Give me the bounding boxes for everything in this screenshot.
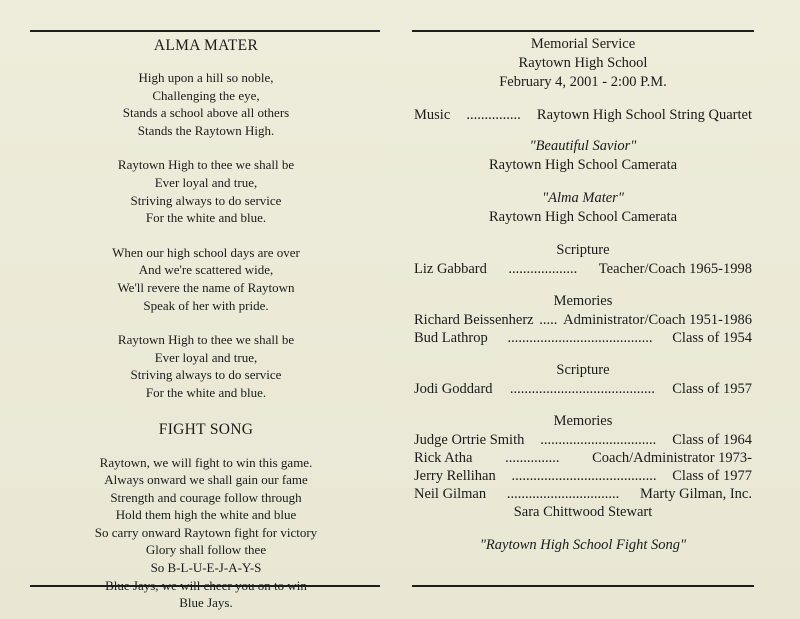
entry-name: Judge Ortrie Smith [414, 432, 525, 448]
fight-song-title: FIGHT SONG [158, 420, 254, 438]
verse-line: Blue Jays, we will cheer you on to win [105, 577, 307, 593]
entry-name: Liz Gabbard [414, 261, 487, 277]
song-performer: Raytown High School Camerata [488, 157, 678, 173]
verse-line: So B-L-U-E-J-A-Y-S [150, 560, 262, 576]
section-heading-memories: Memories [553, 413, 613, 429]
program-entry [414, 329, 752, 347]
entry-leader: ................................ [540, 432, 657, 448]
entry-leader: ..... [539, 312, 558, 328]
verse-line: Hold them high the white and blue [115, 507, 297, 523]
closing-song: "Raytown High School Fight Song" [479, 537, 687, 553]
entry-role: Administrator/Coach 1951-1986 [563, 312, 752, 328]
left-column [32, 36, 380, 612]
program-entry [414, 431, 752, 449]
verse-line: High upon a hill so noble, [138, 70, 274, 85]
stanza-3 [32, 244, 380, 314]
entry-role: Teacher/Coach 1965-1998 [598, 261, 752, 277]
program-entry [414, 467, 752, 485]
entry-role: Raytown High School String Quartet [536, 107, 752, 123]
verse-line: Blue Jays. [179, 595, 233, 611]
stanza-1 [32, 69, 380, 139]
section-heading-scripture: Scripture [556, 242, 610, 258]
entry-role: Class of 1964 [672, 432, 752, 448]
verse-line: Challenging the eye, [152, 87, 260, 103]
entry-name: Bud Lathrop [414, 330, 488, 346]
program-entry [414, 311, 752, 329]
entry-leader: ........................................ [507, 330, 653, 346]
stanza-4 [32, 331, 380, 401]
verse-line: Speak of her with pride. [143, 297, 269, 313]
entry-name: Richard Beissenherz [414, 312, 534, 328]
entry-leader: ............................... [506, 486, 620, 502]
program-entry-extra: Sara Chittwood Stewart [513, 504, 653, 520]
fight-song-lyrics [32, 454, 380, 612]
verse-line: Raytown, we will fight to win this game. [99, 454, 313, 470]
verse-line: Ever loyal and true, [154, 349, 258, 365]
verse-line: Stands the Raytown High. [137, 122, 275, 138]
verse-line: So carry onward Raytown fight for victory [94, 524, 318, 540]
verse-line: Striving always to do service [130, 367, 282, 383]
verse-line: Ever loyal and true, [154, 174, 258, 190]
program-entry [414, 485, 752, 503]
entry-leader: ........................................ [509, 381, 655, 397]
left-top-rule [30, 30, 380, 32]
program-entry [414, 380, 752, 398]
entry-role: Coach/Administrator 1973- [592, 450, 752, 466]
verse-line: And we're scattered wide, [138, 262, 274, 278]
entry-name: Music [414, 107, 451, 123]
verse-line: Striving always to do service [130, 192, 282, 208]
school-name: Raytown High School [518, 55, 648, 71]
verse-line: Raytown High to thee we shall be [117, 157, 295, 173]
program-entry [414, 260, 752, 278]
verse-line: For the white and blue. [145, 210, 267, 226]
song-title: "Alma Mater" [542, 190, 624, 206]
stanza-2 [32, 156, 380, 226]
entry-role: Class of 1957 [672, 381, 752, 397]
entry-name: Rick Atha [414, 450, 473, 466]
right-top-rule [412, 30, 754, 32]
entry-name: Neil Gilman [414, 486, 487, 502]
service-title: Memorial Service [530, 36, 636, 52]
entry-name: Jodi Goddard [414, 381, 493, 397]
entry-role: Class of 1954 [672, 330, 752, 346]
verse-line: For the white and blue. [145, 384, 267, 400]
verse-line: Raytown High to thee we shall be [117, 332, 295, 348]
entry-leader: ........................................ [511, 468, 657, 484]
entry-role: Class of 1977 [672, 468, 752, 484]
program-entry [414, 449, 752, 467]
song-performer: Raytown High School Camerata [488, 209, 678, 225]
song-title: "Beautiful Savior" [529, 138, 637, 154]
alma-mater-title: ALMA MATER [153, 37, 259, 54]
verse-line: When our high school days are over [112, 244, 300, 260]
verse-line: Glory shall follow thee [145, 542, 267, 558]
entry-leader: ................... [508, 261, 578, 277]
right-column [414, 35, 752, 555]
entry-leader: ............... [466, 107, 521, 123]
section-heading-scripture: Scripture [556, 362, 610, 378]
verse-line: Strength and courage follow through [110, 489, 302, 505]
right-bottom-rule [412, 585, 754, 587]
program-entry-music [414, 106, 752, 124]
entry-leader: ............... [505, 450, 560, 466]
entry-name: Jerry Rellihan [414, 468, 496, 484]
section-heading-memories: Memories [553, 293, 613, 309]
entry-role: Marty Gilman, Inc. [640, 486, 752, 502]
verse-line: Always onward we shall gain our fame [104, 472, 308, 488]
verse-line: We'll revere the name of Raytown [117, 279, 295, 295]
verse-line: Stands a school above all others [122, 105, 290, 121]
service-date: February 4, 2001 - 2:00 P.M. [499, 74, 667, 90]
